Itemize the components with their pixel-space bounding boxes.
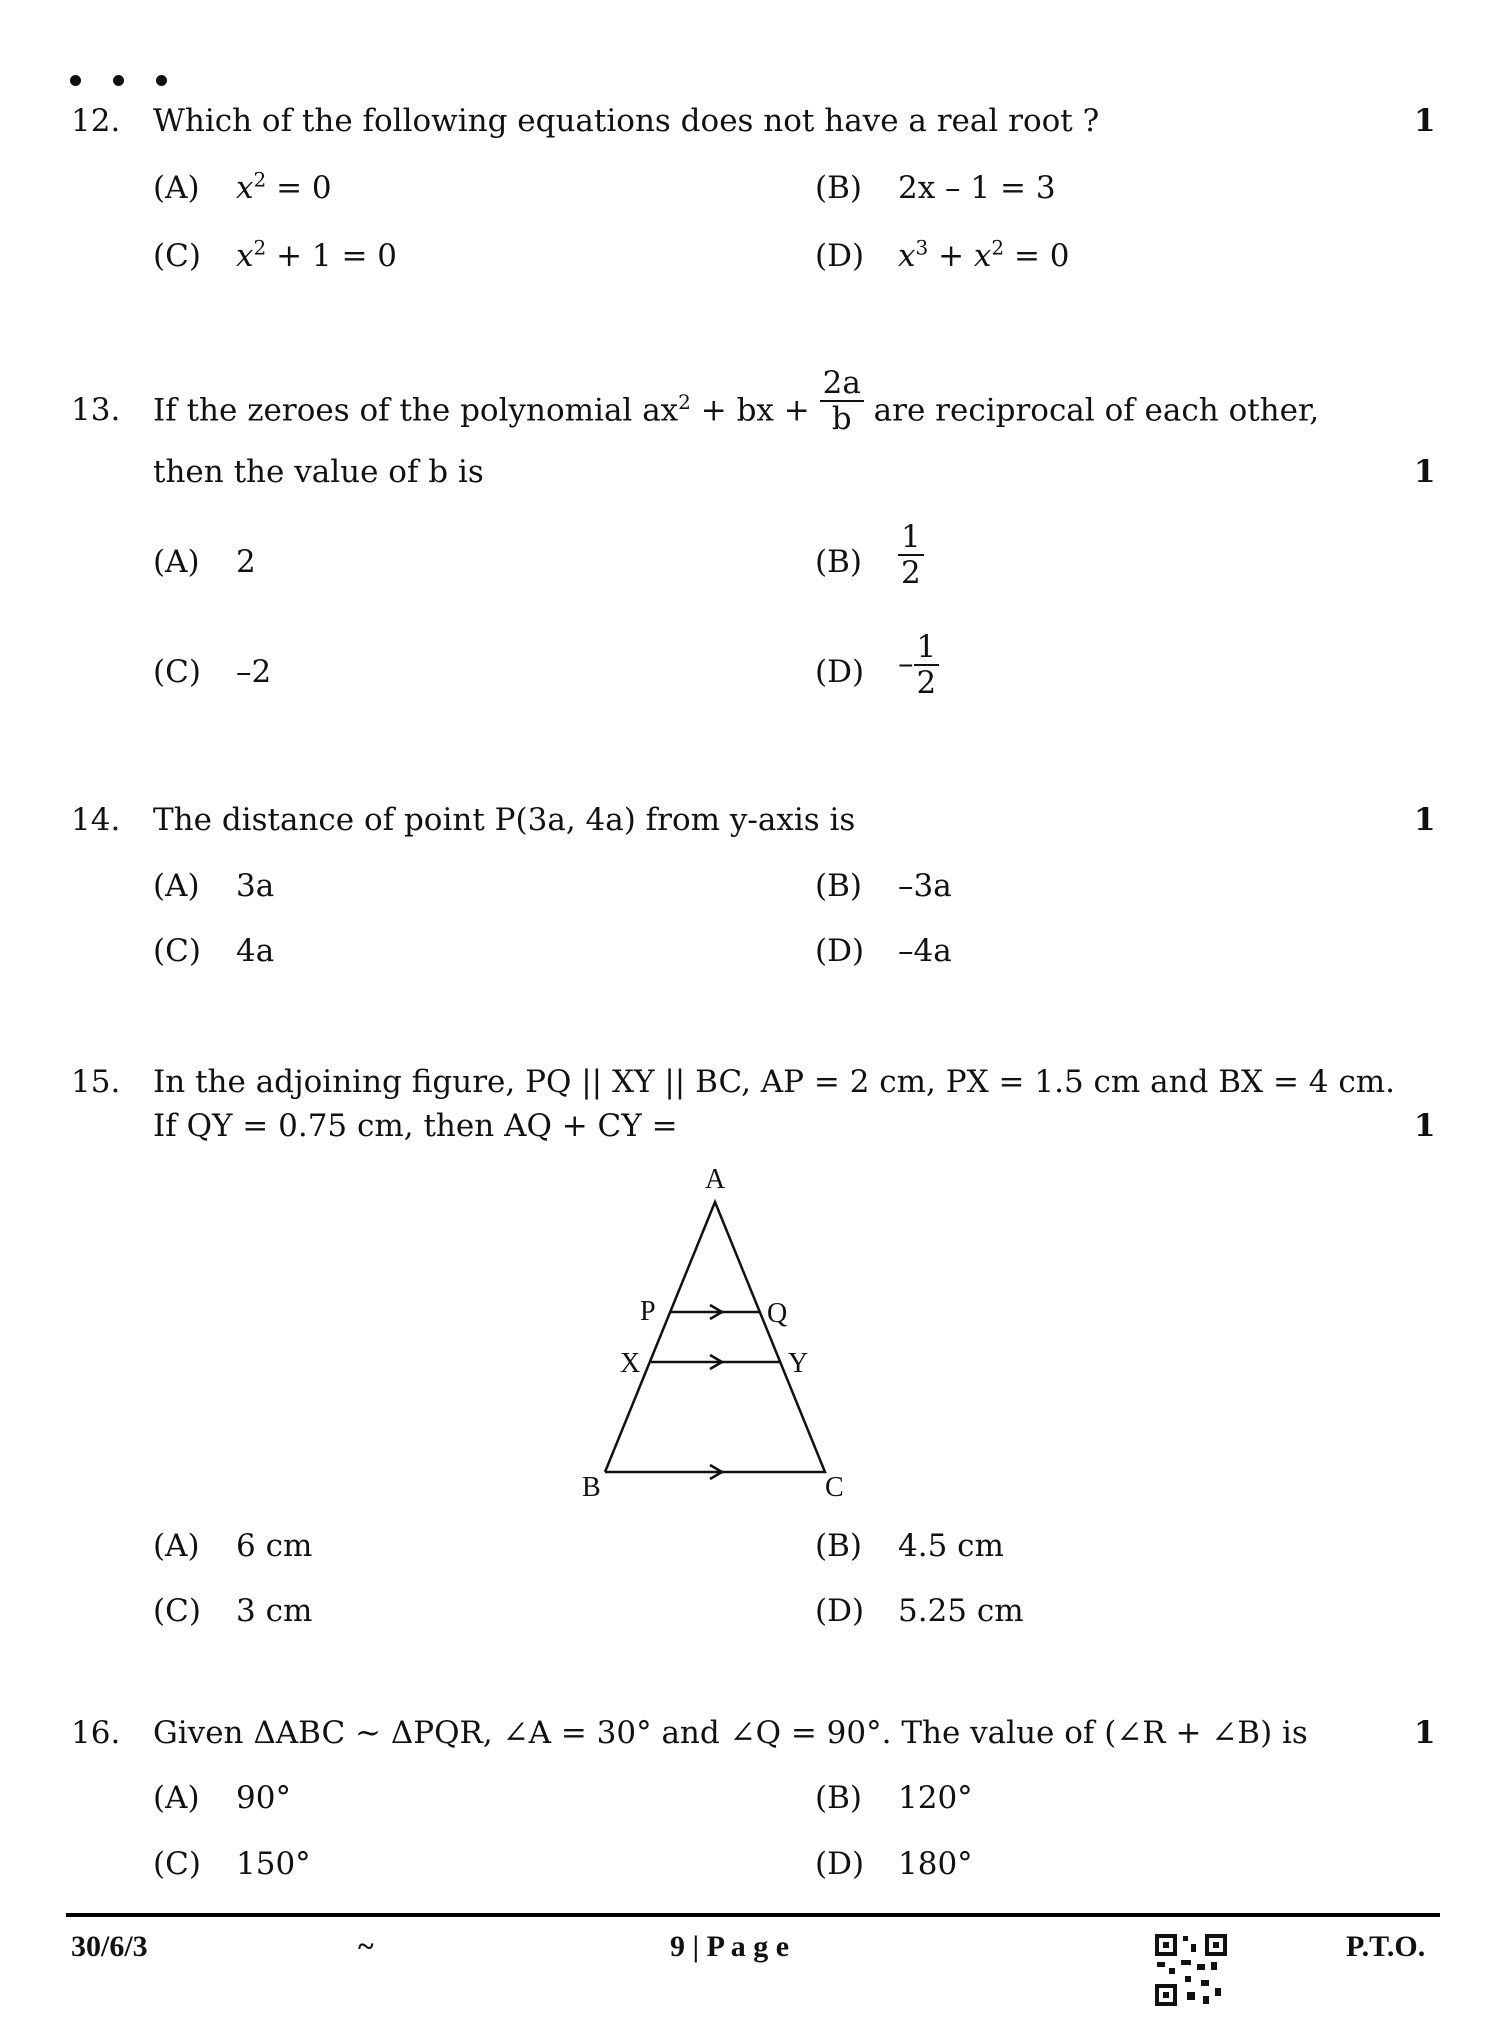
- question-text: Which of the following equations does not have a real root ?: [153, 103, 1100, 139]
- option-value: 150°: [236, 1846, 311, 1882]
- option-value: 120°: [898, 1780, 973, 1816]
- option-label: (B): [815, 170, 862, 206]
- option-value: 6 cm: [236, 1528, 313, 1564]
- page-number: 9 | P a g e: [670, 1930, 790, 1963]
- option-label: (A): [153, 868, 200, 904]
- option-label: (B): [815, 868, 862, 904]
- question-text: Given ΔABC ~ ΔPQR, ∠A = 30° and ∠Q = 90°. The value of (∠R + ∠B) is: [153, 1715, 1308, 1751]
- option-value: –3a: [898, 868, 952, 904]
- question-number: 16.: [71, 1715, 121, 1751]
- label-y: Y: [788, 1348, 809, 1379]
- option-label: (C): [153, 238, 201, 274]
- option-label: (B): [815, 1528, 862, 1564]
- question-marks: 1: [1414, 802, 1436, 838]
- label-a: A: [705, 1164, 726, 1195]
- question-text-line2: then the value of b is: [153, 454, 484, 490]
- ellipsis-dots: [70, 58, 199, 94]
- option-value: $x^2 = 0$: [236, 167, 332, 206]
- question-text: If the zeroes of the polynomial $ax^2$ + bx + $\frac{2a}{b}$ are reciprocal of each other,: [153, 365, 1320, 437]
- option-label: (D): [815, 654, 865, 690]
- option-value: 2: [236, 544, 256, 580]
- option-label: (C): [153, 933, 201, 969]
- question-number: 13.: [71, 392, 121, 428]
- question-marks: 1: [1414, 1715, 1436, 1751]
- question-marks: 1: [1414, 103, 1436, 139]
- option-label: (D): [815, 238, 865, 274]
- option-value: 90°: [236, 1780, 291, 1816]
- option-label: (B): [815, 544, 862, 580]
- option-value: $x^3 + x^2 = 0$: [898, 235, 1070, 274]
- question-number: 12.: [71, 103, 121, 139]
- option-value: 3a: [236, 868, 275, 904]
- paper-code: 30/6/3: [71, 1930, 148, 1963]
- label-b: B: [582, 1472, 601, 1503]
- option-label: (A): [153, 1780, 200, 1816]
- question-marks: 1: [1414, 454, 1436, 490]
- option-value: $x^2 + 1 = 0$: [236, 235, 398, 274]
- option-label: (C): [153, 1593, 201, 1629]
- option-value: 4.5 cm: [898, 1528, 1004, 1564]
- option-value: –4a: [898, 933, 952, 969]
- question-text: In the adjoining figure, PQ || XY || BC, AP = 2 cm, PX = 1.5 cm and BX = 4 cm.: [153, 1064, 1395, 1100]
- option-value: $\frac{1}{2}$: [898, 520, 924, 604]
- option-value: – $\frac{1}{2}$: [898, 630, 939, 714]
- option-label: (B): [815, 1780, 862, 1816]
- option-value: 180°: [898, 1846, 973, 1882]
- label-q: Q: [767, 1298, 788, 1329]
- option-label: (C): [153, 654, 201, 690]
- label-p: P: [640, 1296, 656, 1327]
- label-c: C: [825, 1472, 844, 1503]
- question-number: 14.: [71, 802, 121, 838]
- option-label: (A): [153, 1528, 200, 1564]
- label-x: X: [620, 1348, 641, 1379]
- question-marks: 1: [1414, 1108, 1436, 1144]
- question-text-line2: If QY = 0.75 cm, then AQ + CY =: [153, 1108, 678, 1144]
- option-value: –2: [236, 654, 272, 690]
- option-label: (A): [153, 544, 200, 580]
- footer-rule: [66, 1913, 1440, 1917]
- option-label: (C): [153, 1846, 201, 1882]
- option-value: 4a: [236, 933, 275, 969]
- option-label: (D): [815, 1846, 865, 1882]
- question-text: The distance of point P(3a, 4a) from y-axis is: [153, 802, 856, 838]
- option-value: 2x – 1 = 3: [898, 170, 1056, 206]
- option-value: 5.25 cm: [898, 1593, 1024, 1629]
- option-label: (A): [153, 170, 200, 206]
- triangle-figure: [560, 1150, 860, 1510]
- option-label: (D): [815, 933, 865, 969]
- tilde-mark: ~: [358, 1930, 374, 1963]
- option-label: (D): [815, 1593, 865, 1629]
- question-number: 15.: [71, 1064, 121, 1100]
- qr-code-icon: [1155, 1934, 1227, 2006]
- option-value: 3 cm: [236, 1593, 313, 1629]
- pto-label: P.T.O.: [1346, 1930, 1426, 1963]
